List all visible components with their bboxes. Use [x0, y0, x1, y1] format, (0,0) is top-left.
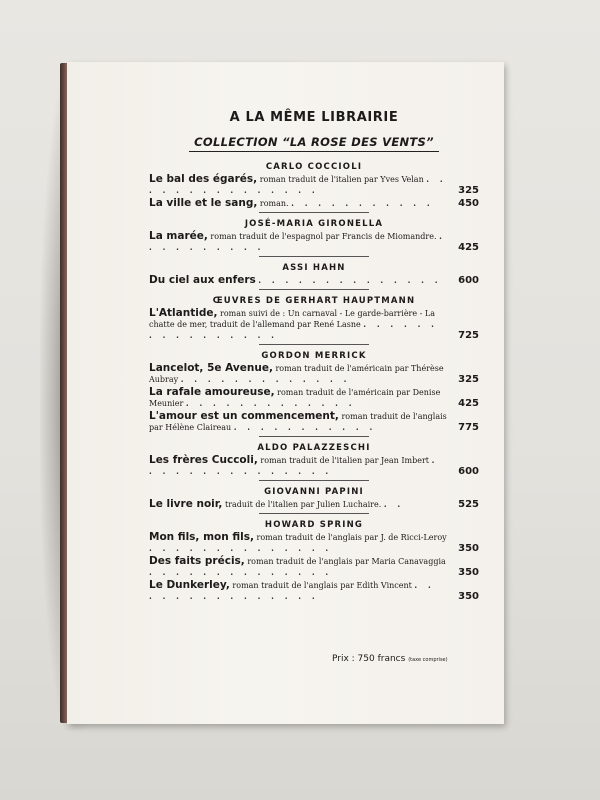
book-entry	[149, 556, 479, 578]
book-description: roman.	[259, 199, 289, 208]
book-description: roman traduit de l'espagnol par Francis de Miomandre.	[210, 232, 437, 241]
dot-leader: . .	[383, 499, 405, 509]
book-entry	[149, 532, 479, 554]
author-heading: ALDO PALAZZESCHI	[257, 443, 371, 453]
dot-leader: . . . . . . . . . . . . .	[180, 374, 351, 384]
book-price: 775	[458, 422, 479, 433]
section-divider	[259, 256, 369, 257]
book-description: roman traduit de l'américain par Denise Meunier	[149, 388, 441, 408]
book-description: roman traduit de l'américain par Thérèse Aubray	[149, 364, 444, 384]
book-price: 425	[458, 242, 479, 253]
cover-price	[332, 654, 448, 664]
book-entry	[149, 231, 479, 253]
dot-leader: . . . . . . . . . . . . . .	[149, 543, 333, 553]
book-price: 600	[458, 275, 479, 286]
book-price: 450	[458, 198, 479, 209]
author-heading: JOSÉ-MARIA GIRONELLA	[244, 219, 384, 229]
price-label: Prix : 750 francs	[332, 654, 406, 664]
book-entry	[149, 275, 479, 286]
book-description: roman traduit de l'anglais par Maria Canavaggia	[247, 557, 446, 566]
author-heading: CARLO COCCIOLI	[265, 162, 363, 172]
dot-leader: . . . . . . . . . . . . . . .	[149, 174, 447, 195]
book-back-cover	[67, 62, 504, 724]
tax-note: (taxe comprise)	[408, 657, 448, 663]
book-entry	[149, 580, 479, 602]
book-price: 725	[458, 330, 479, 341]
author-heading: GIOVANNI PAPINI	[264, 487, 364, 497]
book-description: roman traduit de l'anglais par Edith Vincent	[232, 581, 412, 590]
dot-leader: . . . . . . . . . . . . . . . .	[149, 319, 438, 340]
author-heading: ASSI HAHN	[282, 263, 346, 273]
section-divider	[259, 212, 369, 213]
book-entry	[149, 455, 479, 477]
book-price: 350	[458, 591, 479, 602]
section-divider	[259, 480, 369, 481]
dot-leader: . . . . . . . . . . .	[291, 198, 434, 208]
book-description: roman traduit de l'italien par Jean Imbert	[260, 456, 430, 465]
dot-leader: . . . . . . . . . . .	[233, 422, 377, 432]
catalogue-list	[149, 110, 479, 604]
dot-leader: . . . . . . . . . . . . . . .	[149, 580, 435, 601]
book-entry	[149, 308, 479, 341]
book-title: Mon fils, mon fils,	[149, 531, 254, 543]
dot-leader: . . . . . . . . . .	[149, 231, 446, 252]
book-price: 425	[458, 398, 479, 409]
book-description: traduit de l'italien par Julien Luchaire.	[224, 500, 382, 509]
book-entry	[149, 363, 479, 385]
book-description: roman traduit de l'italien par Yves Velan	[259, 175, 424, 184]
book-description: roman traduit de l'anglais par Hélène Claireau	[149, 412, 447, 432]
book-title: Les frères Cuccoli,	[149, 454, 258, 466]
book-description: roman traduit de l'anglais par J. de Ricci-Leroy	[256, 533, 447, 542]
book-entry	[149, 174, 479, 196]
book-title: Le Dunkerley,	[149, 579, 230, 591]
section-divider	[259, 289, 369, 290]
section-divider	[259, 436, 369, 437]
book-title: Du ciel aux enfers	[149, 274, 256, 286]
dot-leader: . . . . . . . . . . . . . .	[149, 567, 333, 577]
book-price: 525	[458, 499, 479, 510]
book-price: 600	[458, 466, 479, 477]
book-price: 350	[458, 567, 479, 578]
book-entry	[149, 198, 479, 209]
dot-leader: . . . . . . . . . . . . .	[185, 398, 356, 408]
book-entry	[149, 499, 479, 510]
book-title: La marée,	[149, 230, 208, 242]
book-title: L'amour est un commencement,	[149, 410, 339, 422]
book-title: Le livre noir,	[149, 498, 223, 510]
section-divider	[259, 513, 369, 514]
book-entry	[149, 387, 479, 409]
author-heading: HOWARD SPRING	[264, 520, 364, 530]
author-heading: ŒUVRES DE GERHART HAUPTMANN	[212, 296, 416, 306]
book-title: La rafale amoureuse,	[149, 386, 275, 398]
collection-title: COLLECTION “LA ROSE DES VENTS”	[194, 135, 434, 149]
book-title: Lancelot, 5e Avenue,	[149, 362, 273, 374]
publisher-header: A LA MÊME LIBRAIRIE	[229, 110, 399, 125]
book-title: Le bal des égarés,	[149, 173, 258, 185]
book-title: L'Atlantide,	[149, 307, 218, 319]
book-title: La ville et le sang,	[149, 197, 258, 209]
author-heading: GORDON MERRICK	[261, 351, 367, 361]
book-price: 350	[458, 543, 479, 554]
book-title: Des faits précis,	[149, 555, 245, 567]
book-entry	[149, 411, 479, 433]
book-price: 325	[458, 374, 479, 385]
dot-leader: . . . . . . . . . . . . . .	[258, 275, 442, 285]
dot-leader: . . . . . . . . . . . . . . .	[149, 455, 439, 476]
book-description: roman suivi de : Un carnaval - Le garde-barrière - La chatte de mer, traduit de l'allemand par René Lasne	[149, 309, 435, 329]
book-price: 325	[458, 185, 479, 196]
collection-underline	[189, 151, 439, 152]
section-divider	[259, 344, 369, 345]
